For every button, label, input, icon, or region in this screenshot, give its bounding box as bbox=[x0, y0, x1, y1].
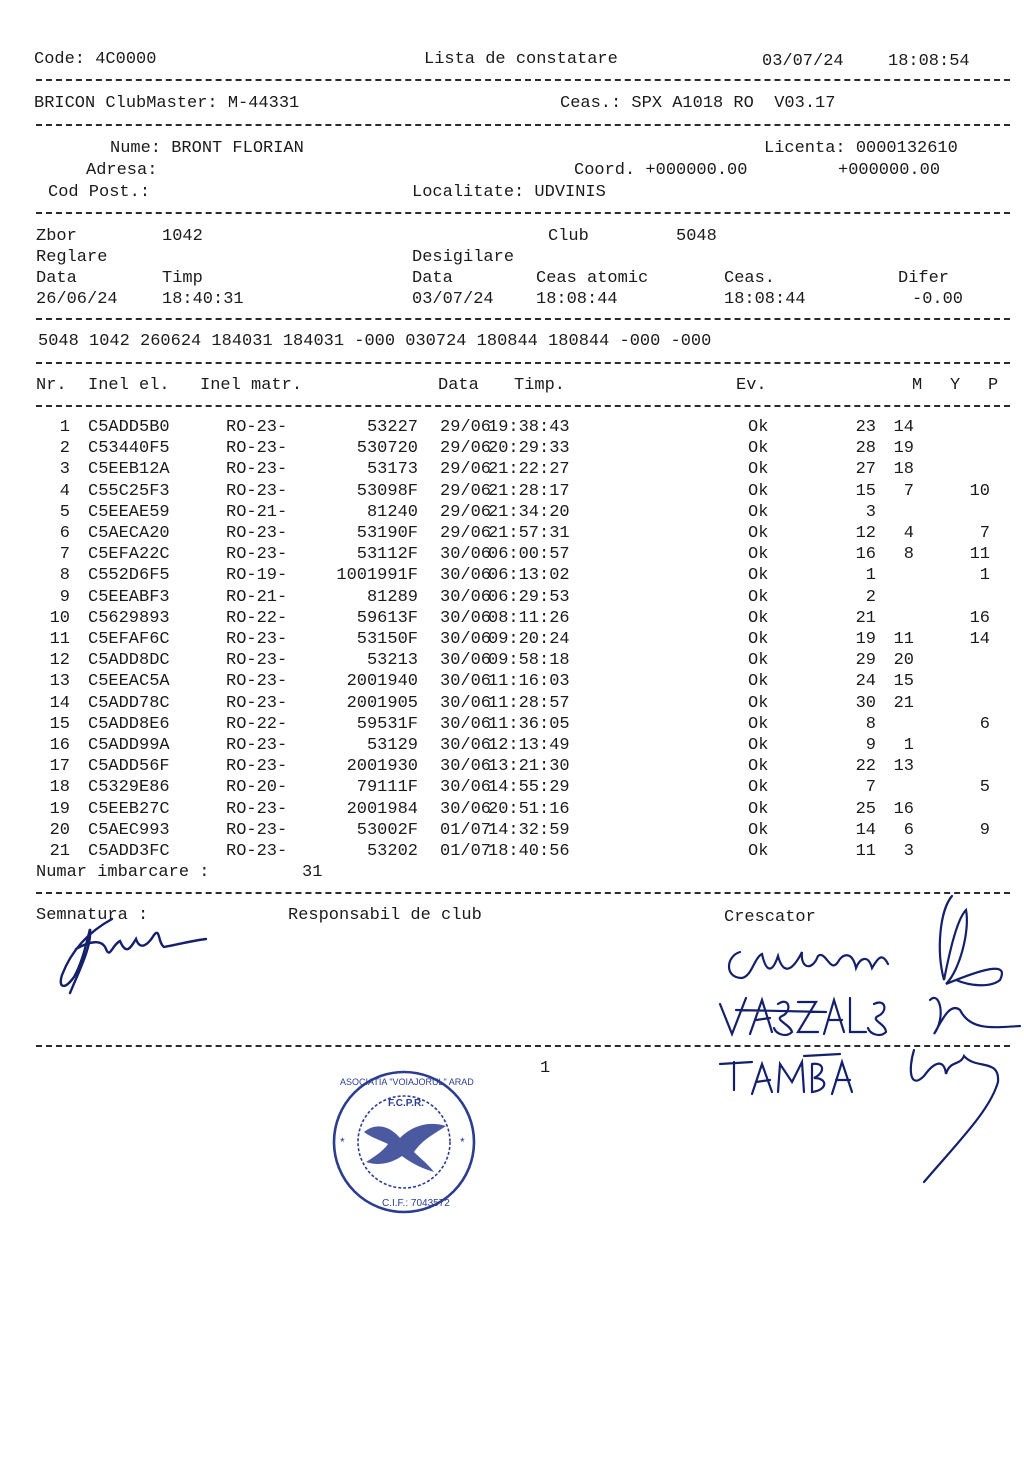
row-p: 9 bbox=[979, 820, 990, 840]
table-row bbox=[0, 799, 1024, 820]
row-y: 15 bbox=[893, 672, 914, 692]
row-ring-electronic: C5EFA22C bbox=[88, 545, 170, 565]
clock-id: Ceas.: SPX A1018 RO V03.17 bbox=[560, 94, 836, 113]
row-time: 20:51:16 bbox=[488, 799, 570, 819]
row-nr: 14 bbox=[49, 693, 70, 713]
table-row bbox=[0, 693, 1024, 714]
row-date: 30/06 bbox=[440, 778, 492, 798]
row-nr: 20 bbox=[49, 820, 70, 840]
row-ring-electronic: C552D6F5 bbox=[88, 566, 170, 586]
col-time: Timp. bbox=[514, 376, 566, 395]
row-ring-number: 53213 bbox=[366, 651, 418, 671]
row-nr: 9 bbox=[59, 587, 70, 607]
stamp-cif: C.I.F.: 7043572 bbox=[382, 1198, 450, 1209]
row-date: 30/06 bbox=[440, 799, 492, 819]
row-event: Ok bbox=[748, 820, 769, 840]
clubmaster-id: BRICON ClubMaster: M-44331 bbox=[34, 94, 300, 113]
row-m: 3 bbox=[865, 502, 876, 522]
row-ring-number: 1001991F bbox=[336, 566, 418, 586]
row-ring-number: 59531F bbox=[356, 714, 418, 734]
code-line: 5048 1042 260624 184031 184031 -000 030724 180844 180844 -000 -000 bbox=[38, 332, 712, 351]
row-y: 6 bbox=[903, 820, 914, 840]
row-ring-electronic: C5629893 bbox=[88, 608, 170, 628]
row-event: Ok bbox=[748, 693, 769, 713]
row-y: 13 bbox=[893, 757, 914, 777]
divider bbox=[36, 124, 1010, 126]
row-event: Ok bbox=[748, 545, 769, 565]
row-ring-electronic: C5ADD8E6 bbox=[88, 714, 170, 734]
row-ring-prefix: RO-23- bbox=[226, 460, 288, 480]
row-time: 21:22:27 bbox=[488, 460, 570, 480]
reglare-time-label: Timp bbox=[162, 269, 203, 288]
row-m: 14 bbox=[855, 820, 876, 840]
row-m: 22 bbox=[855, 757, 876, 777]
row-date: 29/06 bbox=[440, 418, 492, 437]
row-ring-electronic: C5ADD56F bbox=[88, 757, 170, 777]
row-p: 1 bbox=[979, 566, 990, 586]
desig-date: 03/07/24 bbox=[412, 290, 494, 309]
row-nr: 15 bbox=[49, 714, 70, 734]
row-m: 1 bbox=[865, 566, 876, 586]
row-date: 01/07 bbox=[440, 820, 492, 840]
row-event: Ok bbox=[748, 460, 769, 480]
row-ring-prefix: RO-23- bbox=[226, 439, 288, 459]
table-row bbox=[0, 438, 1024, 459]
breeder-label: Crescator bbox=[724, 908, 816, 927]
row-time: 21:57:31 bbox=[488, 524, 570, 543]
row-ring-prefix: RO-19- bbox=[226, 566, 288, 586]
row-nr: 4 bbox=[59, 481, 70, 501]
row-ring-number: 53190F bbox=[356, 524, 418, 543]
handwritten-name-tamba bbox=[716, 1050, 866, 1100]
row-ring-prefix: RO-22- bbox=[226, 714, 288, 734]
row-p: 16 bbox=[969, 608, 990, 628]
difference-label: Difer bbox=[898, 269, 950, 288]
table-row bbox=[0, 841, 1024, 862]
row-ring-prefix: RO-23- bbox=[226, 418, 288, 437]
stamp-top-text: ASOCIATIA "VOIAJORUL" ARAD bbox=[340, 1077, 474, 1087]
row-time: 08:11:26 bbox=[488, 608, 570, 628]
row-nr: 12 bbox=[49, 651, 70, 671]
print-date: 03/07/24 bbox=[762, 52, 844, 71]
owner-postcode-label: Cod Post.: bbox=[48, 183, 151, 202]
row-time: 20:29:33 bbox=[488, 439, 570, 459]
desigilare-heading: Desigilare bbox=[412, 248, 515, 267]
row-y: 4 bbox=[903, 524, 914, 543]
row-m: 29 bbox=[855, 651, 876, 671]
row-event: Ok bbox=[748, 778, 769, 798]
row-m: 8 bbox=[865, 714, 876, 734]
row-m: 16 bbox=[855, 545, 876, 565]
divider bbox=[36, 892, 1010, 894]
table-row bbox=[0, 565, 1024, 586]
reglare-date-label: Data bbox=[36, 269, 77, 288]
row-ring-electronic: C5ADD78C bbox=[88, 693, 170, 713]
row-ring-number: 79111F bbox=[356, 778, 418, 798]
breeder-initials bbox=[890, 890, 1024, 1190]
row-ring-electronic: C5ADD5B0 bbox=[88, 418, 170, 437]
table-row bbox=[0, 417, 1024, 438]
row-time: 14:55:29 bbox=[488, 778, 570, 798]
row-y: 11 bbox=[893, 630, 914, 649]
row-time: 09:58:18 bbox=[488, 651, 570, 671]
table-row bbox=[0, 756, 1024, 777]
row-ring-electronic: C5EEAC5A bbox=[88, 672, 170, 692]
row-event: Ok bbox=[748, 502, 769, 522]
row-event: Ok bbox=[748, 714, 769, 734]
row-p: 6 bbox=[979, 714, 990, 734]
boarding-count-label: Numar imbarcare : bbox=[36, 863, 210, 882]
row-ring-prefix: RO-21- bbox=[226, 502, 288, 522]
row-event: Ok bbox=[748, 672, 769, 692]
document-code: Code: 4C0000 bbox=[34, 50, 157, 69]
row-ring-electronic: C5329E86 bbox=[88, 778, 170, 798]
row-nr: 1 bbox=[59, 418, 70, 437]
row-m: 23 bbox=[855, 418, 876, 437]
row-ring-prefix: RO-23- bbox=[226, 842, 288, 861]
row-ring-number: 81240 bbox=[366, 502, 418, 522]
row-event: Ok bbox=[748, 587, 769, 607]
row-time: 21:34:20 bbox=[488, 502, 570, 522]
club-number: 5048 bbox=[676, 227, 717, 246]
table-row bbox=[0, 820, 1024, 841]
table-row bbox=[0, 587, 1024, 608]
row-event: Ok bbox=[748, 799, 769, 819]
row-y: 1 bbox=[903, 736, 914, 755]
row-ring-prefix: RO-21- bbox=[226, 587, 288, 607]
owner-name: Nume: BRONT FLORIAN bbox=[110, 139, 304, 158]
row-event: Ok bbox=[748, 566, 769, 586]
row-ring-prefix: RO-23- bbox=[226, 820, 288, 840]
divider bbox=[36, 79, 1010, 81]
row-m: 21 bbox=[855, 608, 876, 628]
col-nr: Nr. bbox=[36, 376, 67, 395]
row-nr: 11 bbox=[49, 630, 70, 649]
row-nr: 8 bbox=[59, 566, 70, 586]
row-y: 19 bbox=[893, 439, 914, 459]
divider bbox=[36, 362, 1010, 364]
row-y: 14 bbox=[893, 418, 914, 437]
row-ring-number: 53129 bbox=[366, 736, 418, 755]
divider bbox=[36, 1045, 1010, 1047]
row-y: 16 bbox=[893, 799, 914, 819]
row-date: 30/06 bbox=[440, 757, 492, 777]
row-ring-electronic: C5EEB12A bbox=[88, 460, 170, 480]
flight-label: Zbor bbox=[36, 227, 77, 246]
row-event: Ok bbox=[748, 418, 769, 437]
row-y: 21 bbox=[893, 693, 914, 713]
row-ring-electronic: C5EFAF6C bbox=[88, 630, 170, 649]
boarding-count: 31 bbox=[302, 863, 323, 882]
row-time: 11:16:03 bbox=[488, 672, 570, 692]
table-row bbox=[0, 523, 1024, 544]
row-nr: 10 bbox=[49, 608, 70, 628]
owner-signature bbox=[50, 905, 220, 1005]
row-date: 29/06 bbox=[440, 439, 492, 459]
row-m: 7 bbox=[865, 778, 876, 798]
row-ring-prefix: RO-22- bbox=[226, 608, 288, 628]
row-ring-prefix: RO-23- bbox=[226, 481, 288, 501]
row-p: 7 bbox=[979, 524, 990, 543]
atomic-clock-label: Ceas atomic bbox=[536, 269, 649, 288]
row-ring-prefix: RO-23- bbox=[226, 799, 288, 819]
desig-atomic-time: 18:08:44 bbox=[536, 290, 618, 309]
row-ring-number: 59613F bbox=[356, 608, 418, 628]
row-time: 06:00:57 bbox=[488, 545, 570, 565]
row-ring-electronic: C53440F5 bbox=[88, 439, 170, 459]
club-label: Club bbox=[548, 227, 589, 246]
row-date: 30/06 bbox=[440, 566, 492, 586]
row-y: 3 bbox=[903, 842, 914, 861]
row-p: 11 bbox=[969, 545, 990, 565]
handwritten-name-vaszalas bbox=[716, 990, 896, 1042]
row-ring-number: 53173 bbox=[366, 460, 418, 480]
row-ring-number: 2001930 bbox=[346, 757, 418, 777]
table-row bbox=[0, 714, 1024, 735]
row-event: Ok bbox=[748, 608, 769, 628]
row-nr: 21 bbox=[49, 842, 70, 861]
row-event: Ok bbox=[748, 736, 769, 755]
row-p: 5 bbox=[979, 778, 990, 798]
row-ring-prefix: RO-23- bbox=[226, 672, 288, 692]
row-ring-prefix: RO-23- bbox=[226, 545, 288, 565]
row-date: 30/06 bbox=[440, 545, 492, 565]
row-event: Ok bbox=[748, 524, 769, 543]
row-m: 2 bbox=[865, 587, 876, 607]
row-date: 30/06 bbox=[440, 736, 492, 755]
owner-coord-2: +000000.00 bbox=[838, 161, 941, 180]
row-ring-prefix: RO-23- bbox=[226, 651, 288, 671]
row-date: 30/06 bbox=[440, 587, 492, 607]
row-date: 01/07 bbox=[440, 842, 492, 861]
row-nr: 7 bbox=[59, 545, 70, 565]
row-ring-electronic: C5ADD99A bbox=[88, 736, 170, 755]
col-date: Data bbox=[438, 376, 479, 395]
row-nr: 16 bbox=[49, 736, 70, 755]
row-nr: 5 bbox=[59, 502, 70, 522]
row-time: 14:32:59 bbox=[488, 820, 570, 840]
row-time: 18:40:56 bbox=[488, 842, 570, 861]
row-ring-electronic: C5ADD8DC bbox=[88, 651, 170, 671]
table-row bbox=[0, 544, 1024, 565]
table-row bbox=[0, 735, 1024, 756]
row-m: 27 bbox=[855, 460, 876, 480]
row-time: 19:38:43 bbox=[488, 418, 570, 437]
row-date: 29/06 bbox=[440, 460, 492, 480]
table-row bbox=[0, 459, 1024, 480]
row-ring-number: 2001984 bbox=[346, 799, 418, 819]
row-ring-prefix: RO-23- bbox=[226, 630, 288, 649]
row-y: 7 bbox=[903, 481, 914, 501]
row-p: 14 bbox=[969, 630, 990, 649]
row-time: 12:13:49 bbox=[488, 736, 570, 755]
row-ring-number: 53112F bbox=[356, 545, 418, 565]
row-ring-electronic: C5EEB27C bbox=[88, 799, 170, 819]
table-row bbox=[0, 671, 1024, 692]
row-date: 30/06 bbox=[440, 672, 492, 692]
owner-coord: Coord. +000000.00 bbox=[574, 161, 748, 180]
row-ring-prefix: RO-20- bbox=[226, 778, 288, 798]
row-event: Ok bbox=[748, 651, 769, 671]
owner-license: Licenta: 0000132610 bbox=[764, 139, 958, 158]
row-event: Ok bbox=[748, 481, 769, 501]
row-ring-prefix: RO-23- bbox=[226, 693, 288, 713]
row-m: 19 bbox=[855, 630, 876, 649]
row-ring-number: 53227 bbox=[366, 418, 418, 437]
row-nr: 3 bbox=[59, 460, 70, 480]
row-m: 28 bbox=[855, 439, 876, 459]
row-ring-prefix: RO-23- bbox=[226, 524, 288, 543]
row-nr: 18 bbox=[49, 778, 70, 798]
table-row bbox=[0, 650, 1024, 671]
owner-locality: Localitate: UDVINIS bbox=[412, 183, 606, 202]
difference-value: -0.00 bbox=[912, 290, 964, 309]
row-date: 30/06 bbox=[440, 630, 492, 649]
divider bbox=[36, 318, 1010, 320]
table-row bbox=[0, 481, 1024, 502]
desig-date-label: Data bbox=[412, 269, 453, 288]
row-event: Ok bbox=[748, 842, 769, 861]
row-y: 18 bbox=[893, 460, 914, 480]
row-time: 21:28:17 bbox=[488, 481, 570, 501]
row-p: 10 bbox=[969, 481, 990, 501]
row-y: 20 bbox=[893, 651, 914, 671]
row-nr: 17 bbox=[49, 757, 70, 777]
col-ev: Ev. bbox=[736, 376, 767, 395]
row-date: 29/06 bbox=[440, 502, 492, 522]
row-ring-prefix: RO-23- bbox=[226, 757, 288, 777]
col-y: Y bbox=[950, 376, 961, 395]
svg-text:*: * bbox=[340, 1135, 345, 1149]
row-date: 29/06 bbox=[440, 481, 492, 501]
signature-label: Semnatura : bbox=[36, 906, 149, 925]
flight-number: 1042 bbox=[162, 227, 203, 246]
row-time: 09:20:24 bbox=[488, 630, 570, 649]
row-ring-number: 2001905 bbox=[346, 693, 418, 713]
divider bbox=[36, 405, 1010, 407]
col-inel-el: Inel el. bbox=[88, 376, 170, 395]
row-time: 06:13:02 bbox=[488, 566, 570, 586]
row-m: 24 bbox=[855, 672, 876, 692]
owner-address-label: Adresa: bbox=[86, 161, 158, 180]
reglare-date: 26/06/24 bbox=[36, 290, 118, 309]
page-number: 1 bbox=[540, 1059, 551, 1078]
row-date: 30/06 bbox=[440, 651, 492, 671]
print-time: 18:08:54 bbox=[888, 52, 970, 71]
clock-label: Ceas. bbox=[724, 269, 776, 288]
document-title: Lista de constatare bbox=[424, 50, 618, 69]
row-m: 30 bbox=[855, 693, 876, 713]
row-date: 30/06 bbox=[440, 608, 492, 628]
handwritten-name-ciobotaru bbox=[722, 938, 902, 988]
row-ring-electronic: C5AEC993 bbox=[88, 820, 170, 840]
stamp-org: F.C.P.R. bbox=[388, 1098, 424, 1109]
row-nr: 6 bbox=[59, 524, 70, 543]
row-time: 11:28:57 bbox=[488, 693, 570, 713]
table-row bbox=[0, 777, 1024, 798]
row-event: Ok bbox=[748, 439, 769, 459]
row-nr: 2 bbox=[59, 439, 70, 459]
row-y: 8 bbox=[903, 545, 914, 565]
row-ring-electronic: C5EEAE59 bbox=[88, 502, 170, 522]
row-date: 30/06 bbox=[440, 714, 492, 734]
row-nr: 19 bbox=[49, 799, 70, 819]
col-m: M bbox=[912, 376, 923, 395]
row-m: 15 bbox=[855, 481, 876, 501]
row-ring-number: 53150F bbox=[356, 630, 418, 649]
row-ring-electronic: C5EEABF3 bbox=[88, 587, 170, 607]
row-nr: 13 bbox=[49, 672, 70, 692]
row-time: 11:36:05 bbox=[488, 714, 570, 734]
table-row bbox=[0, 629, 1024, 650]
row-ring-number: 53002F bbox=[356, 820, 418, 840]
row-m: 25 bbox=[855, 799, 876, 819]
row-ring-number: 53098F bbox=[356, 481, 418, 501]
club-responsible-label: Responsabil de club bbox=[288, 906, 482, 925]
reglare-time: 18:40:31 bbox=[162, 290, 244, 309]
col-inel-matr: Inel matr. bbox=[200, 376, 303, 395]
row-date: 29/06 bbox=[440, 524, 492, 543]
table-header bbox=[0, 375, 1024, 396]
row-ring-number: 53202 bbox=[366, 842, 418, 861]
row-m: 9 bbox=[865, 736, 876, 755]
col-p: P bbox=[988, 376, 999, 395]
divider bbox=[36, 212, 1010, 214]
table-row bbox=[0, 608, 1024, 629]
row-time: 06:29:53 bbox=[488, 587, 570, 607]
row-time: 13:21:30 bbox=[488, 757, 570, 777]
svg-text:*: * bbox=[460, 1135, 465, 1149]
table-row bbox=[0, 502, 1024, 523]
reglare-heading: Reglare bbox=[36, 248, 108, 267]
row-ring-electronic: C5ADD3FC bbox=[88, 842, 170, 861]
row-ring-number: 81289 bbox=[366, 587, 418, 607]
row-ring-prefix: RO-23- bbox=[226, 736, 288, 755]
row-ring-electronic: C55C25F3 bbox=[88, 481, 170, 501]
row-m: 11 bbox=[855, 842, 876, 861]
desig-clock-time: 18:08:44 bbox=[724, 290, 806, 309]
row-ring-electronic: C5AECA20 bbox=[88, 524, 170, 543]
row-date: 30/06 bbox=[440, 693, 492, 713]
row-m: 12 bbox=[855, 524, 876, 543]
row-ring-number: 530720 bbox=[356, 439, 418, 459]
row-ring-number: 2001940 bbox=[346, 672, 418, 692]
row-event: Ok bbox=[748, 630, 769, 649]
row-event: Ok bbox=[748, 757, 769, 777]
